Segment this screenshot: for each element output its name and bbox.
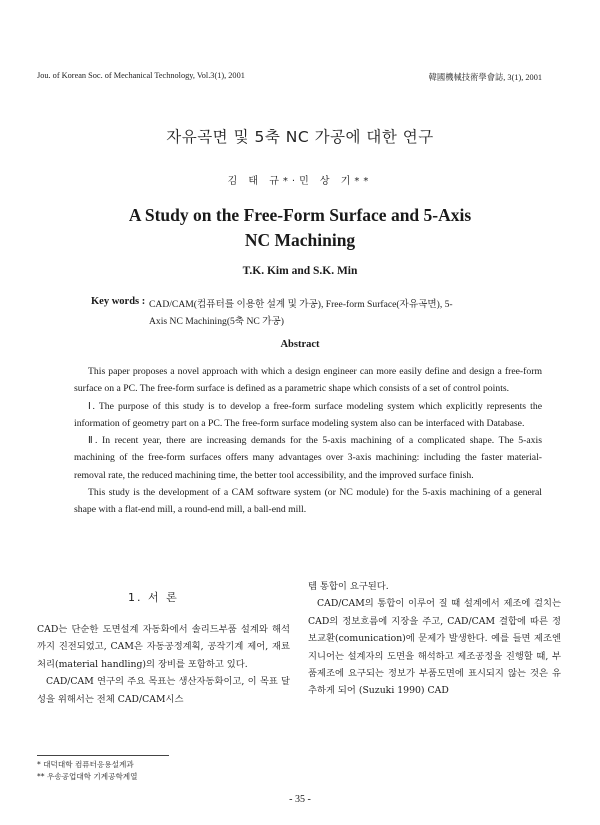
keywords-line2: Axis NC Machining(5축 NC 가공) [149,316,284,327]
abstract-heading: Abstract [280,339,320,350]
abstract-paragraph-3: Ⅱ. In recent year, there are increasing demands for the 5-axis machining of a complicated shape. The 5-axis machining of the free-form surfaces offers many advantages over 3-axis machining: including the faster material-removal rate, the reduced machining time, the better tool accessibility, and the improved surface finish. [74,435,542,481]
abstract-paragraph-4: This study is the development of a CAM software system (or NC module) for the 5-axis machining of a general shape with a flat-end mill, a round-end mill, a ball-end mill. [74,487,542,516]
abstract-paragraph-2: Ⅰ. The purpose of this study is to develop a free-form surface modeling system which explicitly represents the information of geometry part on a PC. The free-form surface modeling system also can be interfaced with Database. [74,400,542,429]
page-number: - 35 - [289,794,311,805]
keywords-label: Key words : [91,296,146,307]
journal-header-right: 韓國機械技術學會誌, 3(1), 2001 [428,73,542,82]
keywords-line1: CAD/CAM(컴퓨터를 이용한 설계 및 가공), Free-form Surface(자유곡면), 5- [149,299,453,310]
english-title [0,203,600,253]
intro-paragraph-continued: 템 통합이 요구된다. [308,581,389,592]
english-title-line2: NC Machining [244,230,356,250]
english-authors: T.K. Kim and S.K. Min [242,265,358,277]
intro-paragraph-1: CAD는 단순한 도면설계 자동화에서 솔리드부품 설계와 해석까지 진전되었고, CAM은 자동공정계획, 공작기계 제어, 재료처리(material handling)의 장비를 포함하고 있다. [37,624,290,670]
footnote-1: * 대덕대학 컴퓨터응용설계과 [37,760,134,769]
body-column-right [308,578,561,700]
keywords-text [149,296,529,330]
abstract-paragraph-1: This paper proposes a novel approach with which a design engineer can more easily define and design a free-form surface on a PC. The free-form surface is defined as a parametric shape which consists of a set of control points. [74,366,542,395]
korean-title: 자유곡면 및 5축 NC 가공에 대한 연구 [166,128,434,146]
footnote-2: ** 우송공업대학 기계공학계열 [37,772,138,781]
section-heading-introduction: 1. 서 론 [128,591,179,604]
intro-paragraph-2: CAD/CAM 연구의 주요 목표는 생산자동화이고, 이 목표 달성을 위해서는 전체 CAD/CAM시스 [37,676,290,705]
journal-header-left: Jou. of Korean Soc. of Mechanical Technology, Vol.3(1), 2001 [37,71,245,80]
korean-authors: 김 태 규*·민 상 기** [227,176,373,187]
intro-paragraph-3: CAD/CAM의 통합이 이루어 질 때 설계에서 제조에 걸치는 CAD의 정보흐름에 지장을 주고, CAD/CAM 결합에 따른 정보교환(comunication)에 문제가 발생한다. 예를 들면 제조엔지니어는 설계자의 도면을 해석하고 제조공정을 진행할 때, 부품제조에 요구되는 정보가 부품도면에 표시되지 않는 것은 유추하게 되어 (Suzuki 1990) CAD [308,598,561,697]
body-column-left [37,621,290,708]
english-title-line1: A Study on the Free-Form Surface and 5-Axis [128,205,472,225]
abstract-body [74,363,542,519]
footnote-divider [37,755,169,756]
